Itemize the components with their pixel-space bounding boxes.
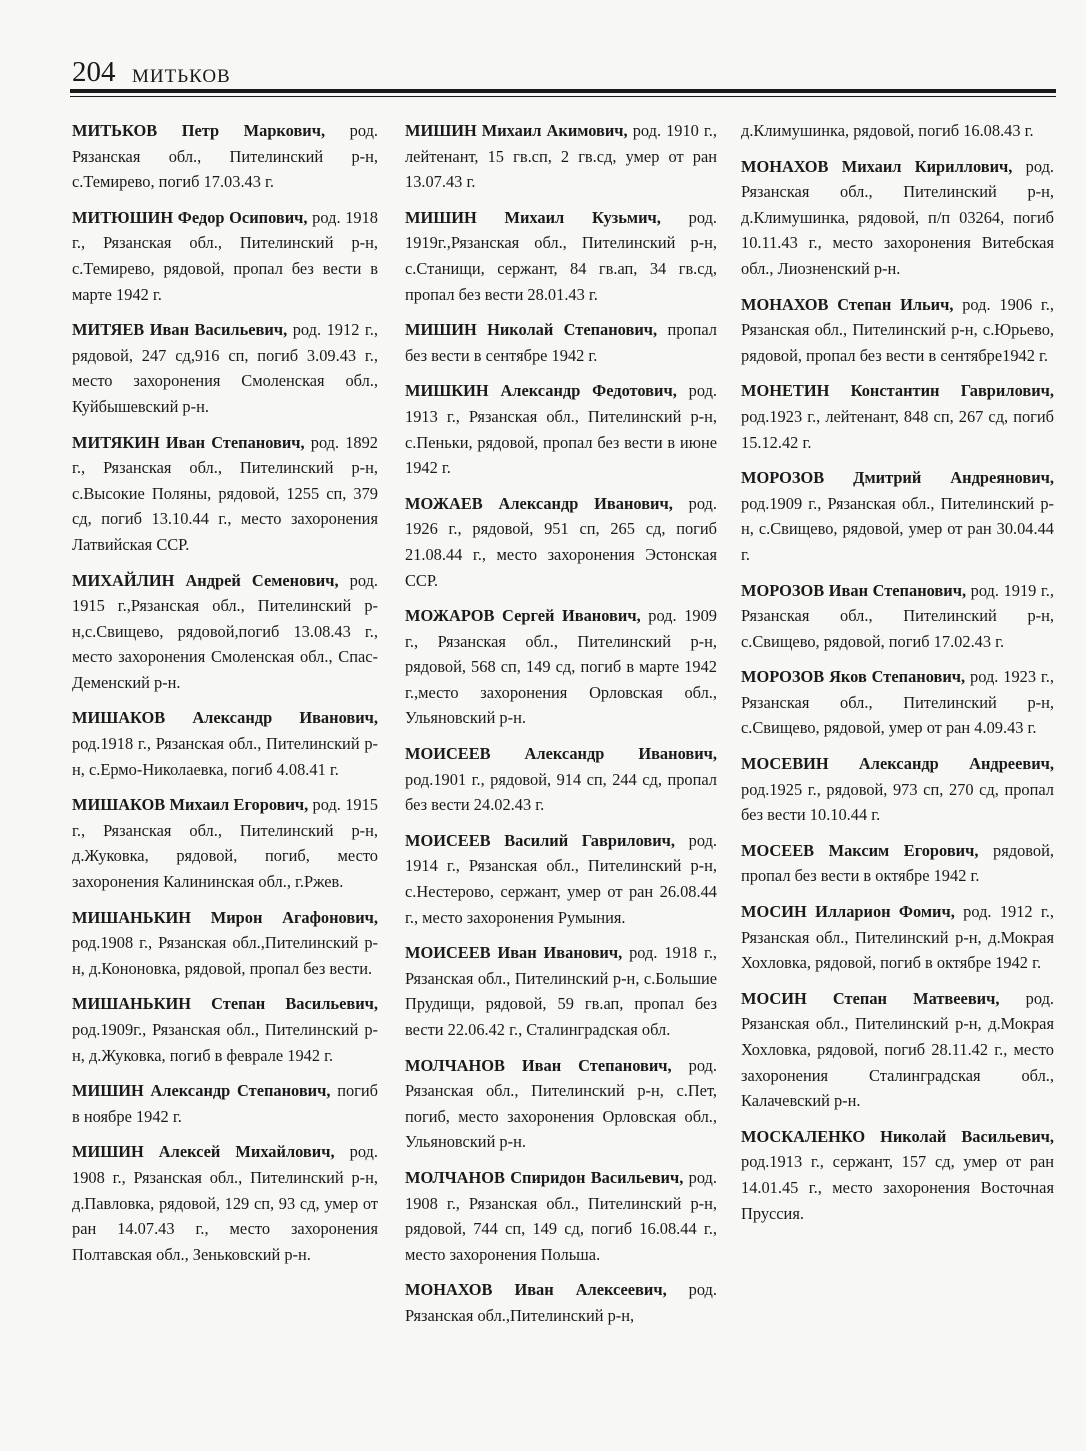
column-3 [741,118,1054,1236]
entry [72,1078,378,1129]
entry-name: МОЛЧАНОВ Спиридон Васильевич, [405,1167,684,1187]
entry-name: МИШКИН Александр Федотович, [405,381,677,401]
entry-text: род. 1923 г., Рязанская обл., Пителинский р-н, с.Свищево, рядовой, умер от ран 4.09.43 г. [741,667,1054,738]
entry-text: рядовой, пропал без вести в октябре 1942 г. [741,840,1054,886]
entry-name: МОИСЕЕВ Иван Иванович, [405,943,623,963]
entry-name: МОСЕВИН Александр Андреевич, [741,754,1054,774]
entry-text: род. 1915 г.,Рязанская обл., Пителинский р-н,с.Свищево, рядовой,погиб 13.08.43 г., место захоронения Смоленская обл., Спас-Деменский р-н. [72,570,379,692]
entry [405,940,717,1042]
entry-text: род. Рязанская обл., Пителинский р-н, с.Темирево, погиб 17.03.43 г. [72,121,379,192]
entry-name: МИШИН Алексей Михайлович, [72,1142,335,1162]
entry-text: погиб в ноябре 1942 г. [72,1081,379,1126]
entry [72,792,378,894]
entry [405,205,717,307]
entry [405,1165,717,1267]
entry [72,568,378,696]
entry-name: МИХАЙЛИН Андрей Семенович, [72,570,339,590]
entry-text: род. 1919г.,Рязанская обл., Пителинский р-н, с.Станищи, сержант, 84 гв.ап, 34 гв.сд, пропал без вести 28.01.43 г. [405,207,717,304]
page-number: 204 [72,56,116,88]
entry [741,292,1054,369]
entry [741,751,1054,828]
entry-name: МОСЕЕВ Максим Егорович, [741,840,979,860]
entry [405,491,717,593]
entry-text: род. 1915 г., Рязанская обл., Пителинский р-н, д.Жуковка, рядовой, погиб, место захоронения Калининская обл., г.Ржев. [72,795,378,892]
entry-text: род. Рязанская обл., Пителинский р-н, д.Мокрая Хохловка, рядовой, погиб 28.11.42 г., место захоронения Сталинградская обл., Калачевский р-н. [741,988,1054,1111]
entry-text: род. 1918 г., Рязанская обл., Пителинский р-н, с.Темирево, рядовой, пропал без вести в марте 1942 г. [72,207,378,304]
entry-text: род. 1909 г., Рязанская обл., Пителинский р-н, рядовой, 568 сп, 149 сд, погиб в марте 1942 г.,место захоронения Орловская обл., Ульяновский р-н. [405,606,717,728]
entry-name: МИТЬКОВ Петр Маркович, [72,121,326,140]
entry [72,205,378,307]
entry [405,1277,717,1328]
entry-name: МОЖАРОВ Сергей Иванович, [405,606,641,626]
entry [741,664,1054,741]
entry [741,465,1054,567]
entry-text: род.1913 г., сержант, 157 сд, умер от ран 14.01.45 г., место захоронения Восточная Пруссия. [741,1152,1054,1223]
entry-name: МИШИН Александр Степанович, [72,1081,331,1101]
entry-text: род. 1912 г., рядовой, 247 сд,916 сп, погиб 3.09.43 г., место захоронения Смоленская обл., Куйбышевский р-н. [72,320,378,416]
entry-text: род.1925 г., рядовой, 973 сп, 270 сд, пропал без вести 10.10.44 г. [741,779,1054,825]
entry-text: род. 1926 г., рядовой, 951 сп, 265 сд, погиб 21.08.44 г., место захоронения Эстонская ССР. [405,493,717,590]
header-rule-thick [70,89,1056,93]
entry-name: МИШАКОВ Александр Иванович, [72,708,378,728]
entry-text: род.1918 г., Рязанская обл., Пителинский р-н, с.Ермо-Николаевка, погиб 4.08.41 г. [72,734,378,779]
entry-name: МОСИН Степан Матвеевич, [741,988,1000,1008]
entry-text: род.1908 г., Рязанская обл.,Пителинский р-н, д.Кононовка, рядовой, пропал без вести. [72,933,378,978]
entry [741,899,1054,976]
entry-text: род.1909 г., Рязанская обл., Пителинский р-н, с.Свищево, рядовой, умер от ран 30.04.44 г. [741,493,1054,564]
entry-text: род. 1910 г., лейтенант, 15 гв.сп, 2 гв.сд, умер от ран 13.07.43 г. [405,121,717,192]
entry-text: род. 1912 г., Рязанская обл., Пителинский р-н, д.Мокрая Хохловка, рядовой, погиб в октябре 1942 г. [741,902,1054,973]
entry-name: МОРОЗОВ Яков Степанович, [741,667,966,687]
entry-name: МОРОЗОВ Иван Степанович, [741,580,967,600]
entry [405,1053,717,1155]
entry-text: пропал без вести в сентябре 1942 г. [405,320,717,365]
running-head: МИТЬКОВ [132,66,231,87]
entry [72,1139,378,1267]
entry-text: род.1909г., Рязанская обл., Пителинский р-н, д.Жуковка, погиб в феврале 1942 г. [72,1020,378,1065]
entry-name: МИТЯКИН Иван Степанович, [72,432,305,452]
entry-name: МОЖАЕВ Александр Иванович, [405,493,673,513]
entry-name: МОНАХОВ Михаил Кириллович, [741,156,1013,176]
entry-name: МИТЮШИН Федор Осипович, [72,207,308,227]
entry-text: род. 1892 г., Рязанская обл., Пителинский р-н, с.Высокие Поляны, рядовой, 1255 сп, 379 сд, погиб 13.10.44 г., место захоронения Латвийская ССР. [72,432,378,554]
entry [405,741,717,818]
entry-name: МИШИН Михаил Акимович, [405,121,628,140]
entry [741,378,1054,455]
entry-text: род. 1913 г., Рязанская обл., Пителинский р-н, с.Пеньки, рядовой, пропал без вести в июне 1942 г. [405,381,718,478]
entry [405,378,717,480]
entry-text: род. 1914 г., Рязанская обл., Пителинский р-н, с.Нестерово, сержант, умер от ран 26.08.44 г., место захоронения Румыния. [405,830,717,927]
entry [741,1124,1054,1226]
entry-text: род. 1908 г., Рязанская обл., Пителинский р-н, д.Павловка, рядовой, 129 сп, 93 сд, умер от ран 14.07.43 г., место захоронения Полтавская обл., Зеньковский р-н. [72,1142,378,1264]
entry-name: МОНАХОВ Иван Алексеевич, [405,1280,667,1300]
entry [741,118,1054,144]
entry [741,838,1054,889]
entry-name: МИШАНЬКИН Степан Васильевич, [72,994,378,1014]
entry-text: д.Климушинка, рядовой, погиб 16.08.43 г. [741,121,1034,140]
entry-name: МИШИН Николай Степанович, [405,320,658,340]
entry-name: МОСКАЛЕНКО Николай Васильевич, [741,1126,1054,1146]
entry [405,118,717,195]
entry [405,603,717,731]
entry-name: МИШИН Михаил Кузьмич, [405,207,661,227]
entry [741,986,1054,1114]
entry-text: род. 1918 г., Рязанская обл., Пителинский р-н, с.Большие Прудищи, рядовой, 59 гв.ап, пропал без вести 22.06.42 г., Сталинградская обл. [405,943,718,1039]
entry [72,705,378,782]
entry-name: МОНАХОВ Степан Ильич, [741,294,954,314]
entry [405,317,717,368]
entry-text: род. Рязанская обл., Пителинский р-н, д.Климушинка, рядовой, п/п 03264, погиб 10.11.43 г., место захоронения Витебская обл., Лиозненский р-н. [741,156,1054,278]
entry-text: род. 1919 г., Рязанская обл., Пителинский р-н, с.Свищево, рядовой, погиб 17.02.43 г. [741,580,1054,651]
entry-text: род.1901 г., рядовой, 914 сп, 244 сд, пропал без вести 24.02.43 г. [405,769,717,815]
entry-name: МОНЕТИН Константин Гаврилович, [741,381,1054,401]
column-2 [405,118,717,1339]
entry [72,991,378,1068]
entry [72,118,378,195]
entry [741,154,1054,282]
entry-text: род. 1906 г., Рязанская обл., Пителинский р-н, с.Юрьево, рядовой, пропал без вести в сентябре1942 г. [741,294,1054,365]
header-rule-thin [70,96,1056,97]
entry [405,828,717,930]
entry-name: МОЛЧАНОВ Иван Степанович, [405,1055,672,1075]
page-header [70,52,1056,92]
entry-text: род. Рязанская обл.,Пителинский р-н, [405,1280,717,1325]
entry-text: род.1923 г., лейтенант, 848 сп, 267 сд, погиб 15.12.42 г. [741,406,1054,452]
entry-name: МИШАКОВ Михаил Егорович, [72,795,309,815]
entry-name: МИШАНЬКИН Мирон Агафонович, [72,907,378,927]
entry-name: МОСИН Илларион Фомич, [741,902,955,922]
entry-name: МИТЯЕВ Иван Васильевич, [72,320,288,340]
entry [72,905,378,982]
entry-text: род. Рязанская обл., Пителинский р-н, с.Пет, погиб, место захоронения Орловская обл., Ульяновский р-н. [405,1055,717,1152]
entry-name: МОРОЗОВ Дмитрий Андреянович, [741,468,1054,488]
entry-name: МОИСЕЕВ Василий Гаврилович, [405,830,676,850]
entry [72,430,378,558]
column-1 [72,118,378,1277]
entry-name: МОИСЕЕВ Александр Иванович, [405,744,717,764]
entry-text: род. 1908 г., Рязанская обл., Пителинский р-н, рядовой, 744 сп, 149 сд, погиб 16.08.44 г., место захоронения Польша. [405,1167,717,1264]
entry [741,578,1054,655]
entry [72,317,378,419]
